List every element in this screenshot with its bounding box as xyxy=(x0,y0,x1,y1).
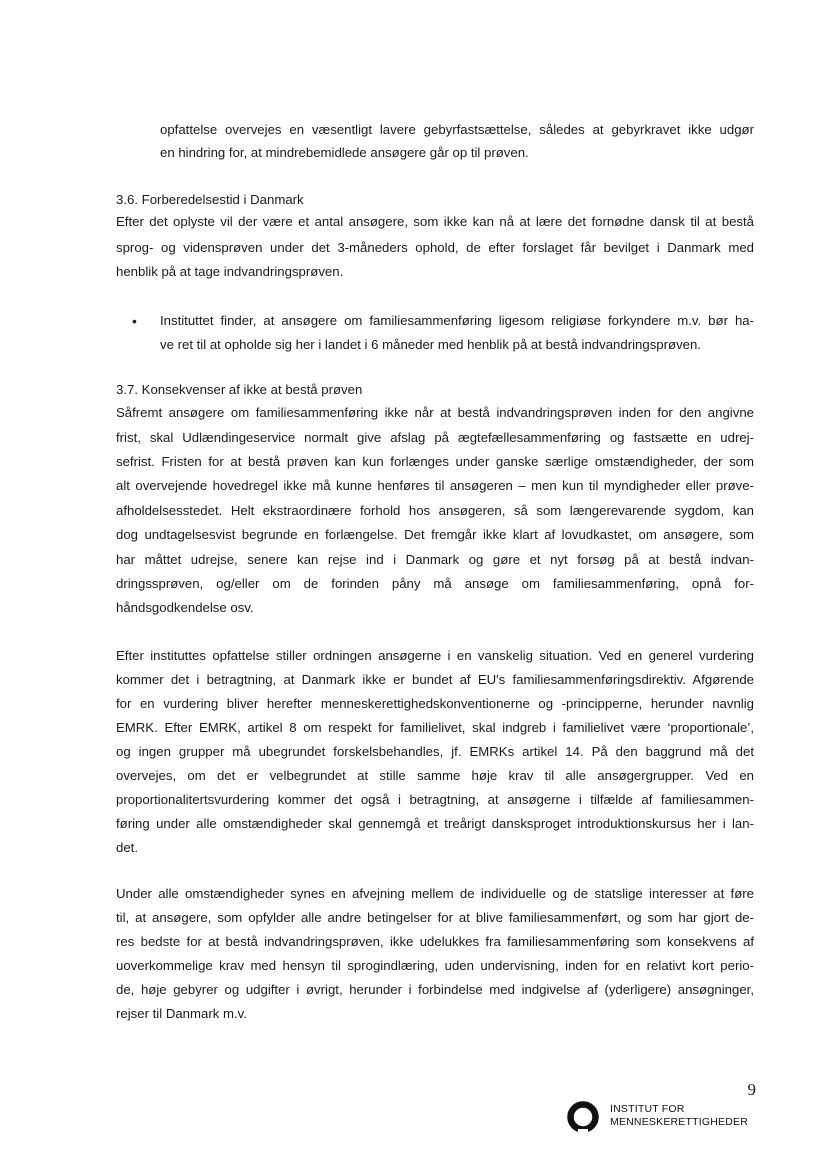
text-line: sefrist. Fristen for at bestå prøven kan kun forlænges under ganske særlige omstændigheder, der som xyxy=(116,454,754,469)
text-line: håndsgodkendelse osv. xyxy=(116,600,254,615)
text-line: Instituttet finder, at ansøgere om familiesammenføring ligesom religiøse forkyndere m.v. bør ha- xyxy=(160,313,754,328)
section-heading: 3.7. Konsekvenser af ikke at bestå prøven xyxy=(116,382,363,397)
page-number: 9 xyxy=(747,1080,756,1099)
text-line: for en vurdering bliver herefter menneskerettighedskonventionerne og -principperne, herunder navnlig xyxy=(116,696,754,711)
logo-line-2: MENNESKERETTIGHEDER xyxy=(610,1116,748,1128)
text-line: proportionalitertsvurdering kommer det også i betragtning, at ansøgerne i tilfælde af familiesammen- xyxy=(116,792,754,807)
text-line: uoverkommelige krav med hensyn til sprogindlæring, uden undervisning, inden for en relativt kort perio- xyxy=(116,958,754,973)
text-line: overvejes, om det er velbegrundet at stille samme høje krav til alle ansøgergrupper. Ved en xyxy=(116,768,754,783)
text-line: til, at ansøgere, som opfylder alle andre betingelser for at blive familiesammenført, og som har gjort de- xyxy=(116,910,754,925)
text-line: føring under alle omstændigheder skal gennemgå et treårigt dansksproget introduktionskursus her i lan- xyxy=(116,816,754,831)
text-line: afholdelsesstedet. Helt ekstraordinære forhold hos ansøgeren, så som længerevarende sygdom, kan xyxy=(116,503,754,518)
text-line: en hindring for, at mindrebemidlede ansøgere går op til prøven. xyxy=(160,145,529,160)
institute-ring-logo-icon xyxy=(566,1100,600,1134)
text-line: sprog- og vidensprøven under det 3-måneders ophold, de efter forslaget får bevilget i Danmark med xyxy=(116,240,754,255)
text-line: dog undtagelsesvist begrunde en forlængelse. Det fremgår ikke klart af lovudkastet, om ansøgere, som xyxy=(116,527,754,542)
text-line: dringssprøven, og/eller om de forinden påny må ansøge om familiesammenføring, opnå for- xyxy=(116,576,754,591)
text-line: Efter det oplyste vil der være et antal ansøgere, som ikke kan nå at lære det fornødne dansk til at bestå xyxy=(116,214,754,229)
section-heading: 3.6. Forberedelsestid i Danmark xyxy=(116,192,304,207)
text-line: rejser til Danmark m.v. xyxy=(116,1006,247,1021)
text-line: EMRK. Efter EMRK, artikel 8 om respekt for familielivet, skal indgreb i familielivet være ‘proportionale’, xyxy=(116,720,754,735)
text-line: henblik på at tage indvandringsprøven. xyxy=(116,264,344,279)
text-line: alt overvejende hovedregel ikke må kunne henføres til ansøgeren – men kun til myndigheder eller prøve- xyxy=(116,478,754,493)
text-line: ve ret til at opholde sig her i landet i 6 måneder med henblik på at bestå indvandringsprøven. xyxy=(160,337,702,352)
institute-logo xyxy=(566,1100,766,1134)
text-line: det. xyxy=(116,840,138,855)
logo-wordmark xyxy=(610,1103,748,1129)
text-line: frist, skal Udlændingeservice normalt give afslag på ægtefællesammenføring og fastsætte en udrej- xyxy=(116,430,754,445)
text-line: kommer det i betragtning, at Danmark ikke er bundet af EU's familiesammenføringsdirektiv. Afgørende xyxy=(116,672,754,687)
text-line: de, høje gebyrer og udgifter i øvrigt, herunder i forbindelse med indgivelse af (yderligere) ansøgninger, xyxy=(116,982,754,997)
text-line: Under alle omstændigheder synes en afvejning mellem de individuelle og de statslige interesser at føre xyxy=(116,886,754,901)
text-line: Efter instituttes opfattelse stiller ordningen ansøgerne i en vanskelig situation. Ved en generel vurdering xyxy=(116,648,754,663)
text-line: res bedste for at bestå indvandringsprøven, ikke udelukkes fra familiesammenføring som konsekvens af xyxy=(116,934,754,949)
bullet-icon: • xyxy=(132,313,137,329)
text-line: Såfremt ansøgere om familiesammenføring ikke når at bestå indvandringsprøven inden for den angivne xyxy=(116,405,754,420)
logo-line-1: INSTITUT FOR xyxy=(610,1103,685,1115)
text-line: og ingen grupper må ubegrundet forskelsbehandles, jf. EMRKs artikel 14. På den baggrund må det xyxy=(116,744,754,759)
text-line: har måttet udrejse, senere kan rejse ind i Danmark og gøre et nyt forsøg på at bestå indvan- xyxy=(116,552,754,567)
text-line: opfattelse overvejes en væsentligt lavere gebyrfastsættelse, således at gebyrkravet ikke udgør xyxy=(160,122,754,137)
